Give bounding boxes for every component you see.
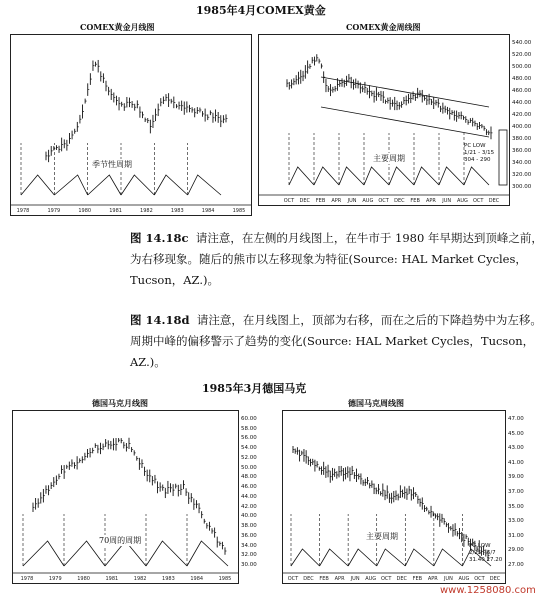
x-axis-tick: APR [425, 198, 436, 204]
cycle-arc [364, 167, 389, 185]
caption-14-18d: 图 14.18d 请注意，在月线图上，顶部为右移，而在之后的下降趋势中为左移。周期中峰的偏移警示了趋势的变化(Source: HAL Market Cycles，Tucson，AZ.)。 [130, 313, 542, 369]
y-axis-tick: 60.00 [241, 416, 257, 422]
mark-pc-low-note: PC LOW 2/25 - 6/7 31.40 27.20 [469, 543, 503, 563]
mark-monthly-y-axis [239, 410, 267, 582]
y-axis-tick: 40.00 [241, 513, 257, 520]
x-axis-tick: 1978 [20, 576, 34, 582]
watermark: www.1258080.com [440, 585, 536, 596]
y-axis-tick: 39.00 [508, 474, 524, 481]
y-axis-tick: 37.00 [508, 489, 524, 495]
y-axis-tick: 360.00 [512, 148, 532, 154]
cycle-arc [464, 167, 489, 185]
x-axis-tick: 1981 [105, 576, 119, 582]
y-axis-tick: 31.00 [508, 532, 524, 539]
y-axis-tick: 420.00 [512, 112, 532, 118]
cycle-arc [314, 167, 339, 185]
y-axis-tick: 46.00 [241, 484, 257, 491]
y-axis-tick: 480.00 [512, 76, 532, 82]
y-axis-tick: 43.00 [508, 445, 524, 452]
mark-weekly-chart-title: 德国马克周线图 [348, 398, 404, 408]
x-axis-tick: 1983 [170, 208, 184, 214]
cycle-arc [54, 175, 87, 195]
x-axis-tick: OCT [283, 198, 295, 204]
figure-title-gold: 1985年4月COMEX黄金 [196, 4, 326, 17]
cycle-arc [348, 549, 377, 566]
y-axis-tick: 300.00 [512, 184, 532, 190]
y-axis-tick: 58.00 [241, 425, 257, 432]
y-axis-tick: 520.00 [512, 52, 532, 58]
y-axis-tick: 27.00 [508, 562, 524, 568]
cycle-arc [21, 175, 54, 195]
x-axis-tick: FEB [412, 576, 423, 582]
x-axis-tick: OCT [474, 576, 485, 582]
primary-cycle-label: 主要周期 [373, 154, 405, 163]
x-axis-tick: DEC [394, 198, 405, 204]
y-axis-tick: 36.00 [241, 532, 257, 539]
70-week-cycle-label: 70周的周期 [99, 536, 142, 545]
x-axis-tick: 1982 [133, 576, 147, 582]
y-axis-tick: 41.00 [508, 459, 524, 466]
x-axis-tick: 1982 [140, 208, 153, 214]
y-axis-tick: 35.00 [508, 503, 524, 510]
cycle-arc [320, 549, 349, 566]
cycle-arc [289, 167, 314, 185]
x-axis-tick: AUG [365, 576, 377, 582]
y-axis-tick: 42.00 [241, 503, 257, 510]
cycle-arc [339, 167, 364, 185]
x-axis-tick: 1983 [162, 576, 175, 582]
x-axis-tick: AUG [456, 198, 468, 204]
mark-primary-cycle-label: 主要周期 [366, 532, 398, 541]
y-axis-tick: 32.00 [241, 552, 257, 559]
x-axis-tick: JUN [442, 198, 452, 204]
x-axis-tick: 1978 [16, 208, 30, 214]
y-axis-tick: 38.00 [241, 523, 257, 530]
cycle-arc [389, 167, 414, 185]
x-axis-tick: FEB [410, 198, 420, 204]
cycle-arc [121, 175, 154, 195]
x-axis-tick: JUN [347, 198, 357, 204]
x-axis-tick: AUG [362, 198, 374, 204]
y-axis-tick: 47.00 [508, 416, 524, 422]
cycle-arc [414, 167, 439, 185]
y-axis-tick: 320.00 [512, 172, 532, 178]
x-axis-tick: 1981 [109, 208, 122, 214]
cycle-arc [154, 175, 187, 195]
figure-title-mark: 1985年3月德国马克 [202, 382, 307, 395]
y-axis-tick: 30.00 [241, 562, 257, 568]
mark-monthly-chart-title: 德国马克月线图 [92, 398, 148, 408]
x-axis-tick: OCT [472, 198, 484, 204]
cycle-arc [377, 549, 406, 566]
cycle-arc [188, 175, 221, 195]
y-axis-tick: 540.00 [512, 40, 532, 46]
cycle-arc [405, 549, 434, 566]
x-axis-tick: 1984 [190, 576, 204, 582]
y-axis-tick: 29.00 [508, 547, 524, 554]
y-axis-tick: 45.00 [508, 430, 524, 437]
x-axis-tick: OCT [287, 576, 299, 582]
x-axis-tick: JUN [350, 576, 360, 582]
y-axis-tick: 48.00 [241, 474, 257, 481]
y-axis-tick: 50.00 [241, 464, 257, 471]
cycle-arc [23, 541, 64, 566]
x-axis-tick: OCT [378, 198, 389, 204]
x-axis-tick: FEB [319, 576, 329, 582]
y-axis-tick: 380.00 [512, 136, 532, 142]
y-axis-tick: 44.00 [241, 493, 257, 500]
x-axis-tick: 1980 [78, 208, 92, 214]
x-axis-tick: OCT [380, 576, 392, 582]
cycle-arc [439, 167, 464, 185]
x-axis-tick: 1985 [218, 576, 232, 582]
gold-pc-low-note: PC LOW 1/21 - 3/15 304 - 290 [464, 143, 495, 163]
x-axis-tick: 1984 [201, 208, 215, 214]
gold-monthly-chart-title: COMEX黄金月线图 [80, 22, 155, 32]
x-axis-tick: FEB [315, 198, 326, 204]
x-axis-tick: DEC [489, 576, 501, 582]
x-axis-tick: 1980 [77, 576, 90, 582]
x-axis-tick: DEC [299, 198, 311, 204]
y-axis-tick: 340.00 [512, 160, 532, 166]
cycle-arc [187, 541, 228, 566]
y-axis-tick: 460.00 [512, 88, 532, 94]
y-axis-tick: 500.00 [512, 64, 532, 70]
mark-monthly-chart [12, 410, 239, 584]
caption-14-18c: 图 14.18c 请注意，在左侧的月线图上，在牛市于 1980 年早期达到顶峰之前，为右移现象。随后的熊市以左移现象为特征(Source: HAL Market Cycles，Tucson，AZ.)。 [130, 231, 543, 287]
x-axis-tick: JUN [443, 576, 453, 582]
gold-weekly-y-axis [510, 34, 546, 204]
gold-weekly-chart-title: COMEX黄金周线图 [346, 22, 421, 32]
x-axis-tick: 1985 [232, 208, 246, 214]
y-axis-tick: 52.00 [241, 454, 257, 461]
y-axis-tick: 33.00 [508, 518, 524, 525]
x-axis-tick: DEC [488, 198, 500, 204]
x-axis-tick: DEC [303, 576, 314, 582]
projection-box [499, 130, 507, 185]
y-axis-tick: 400.00 [512, 124, 532, 130]
y-axis-tick: 56.00 [241, 435, 257, 442]
mark-weekly-chart [282, 410, 506, 584]
cycle-arc [88, 175, 121, 195]
cycle-arc [291, 549, 320, 566]
y-axis-tick: 34.00 [241, 542, 257, 549]
cycle-arc [146, 541, 187, 566]
gold-weekly-chart [258, 34, 510, 206]
y-axis-tick: 54.00 [241, 445, 257, 452]
channel-lower [321, 107, 489, 137]
mark-weekly-y-axis [506, 410, 546, 582]
x-axis-tick: APR [334, 576, 345, 582]
y-axis-tick: 440.00 [512, 100, 532, 106]
cycle-arc [434, 549, 463, 566]
x-axis-tick: 1979 [48, 576, 62, 582]
x-axis-tick: 1979 [47, 208, 61, 214]
x-axis-tick: APR [331, 198, 342, 204]
x-axis-tick: APR [427, 576, 438, 582]
seasonal-cycle-label: 季节性周期 [92, 160, 132, 169]
x-axis-tick: DEC [396, 576, 408, 582]
x-axis-tick: AUG [458, 576, 470, 582]
gold-monthly-chart [10, 34, 252, 216]
